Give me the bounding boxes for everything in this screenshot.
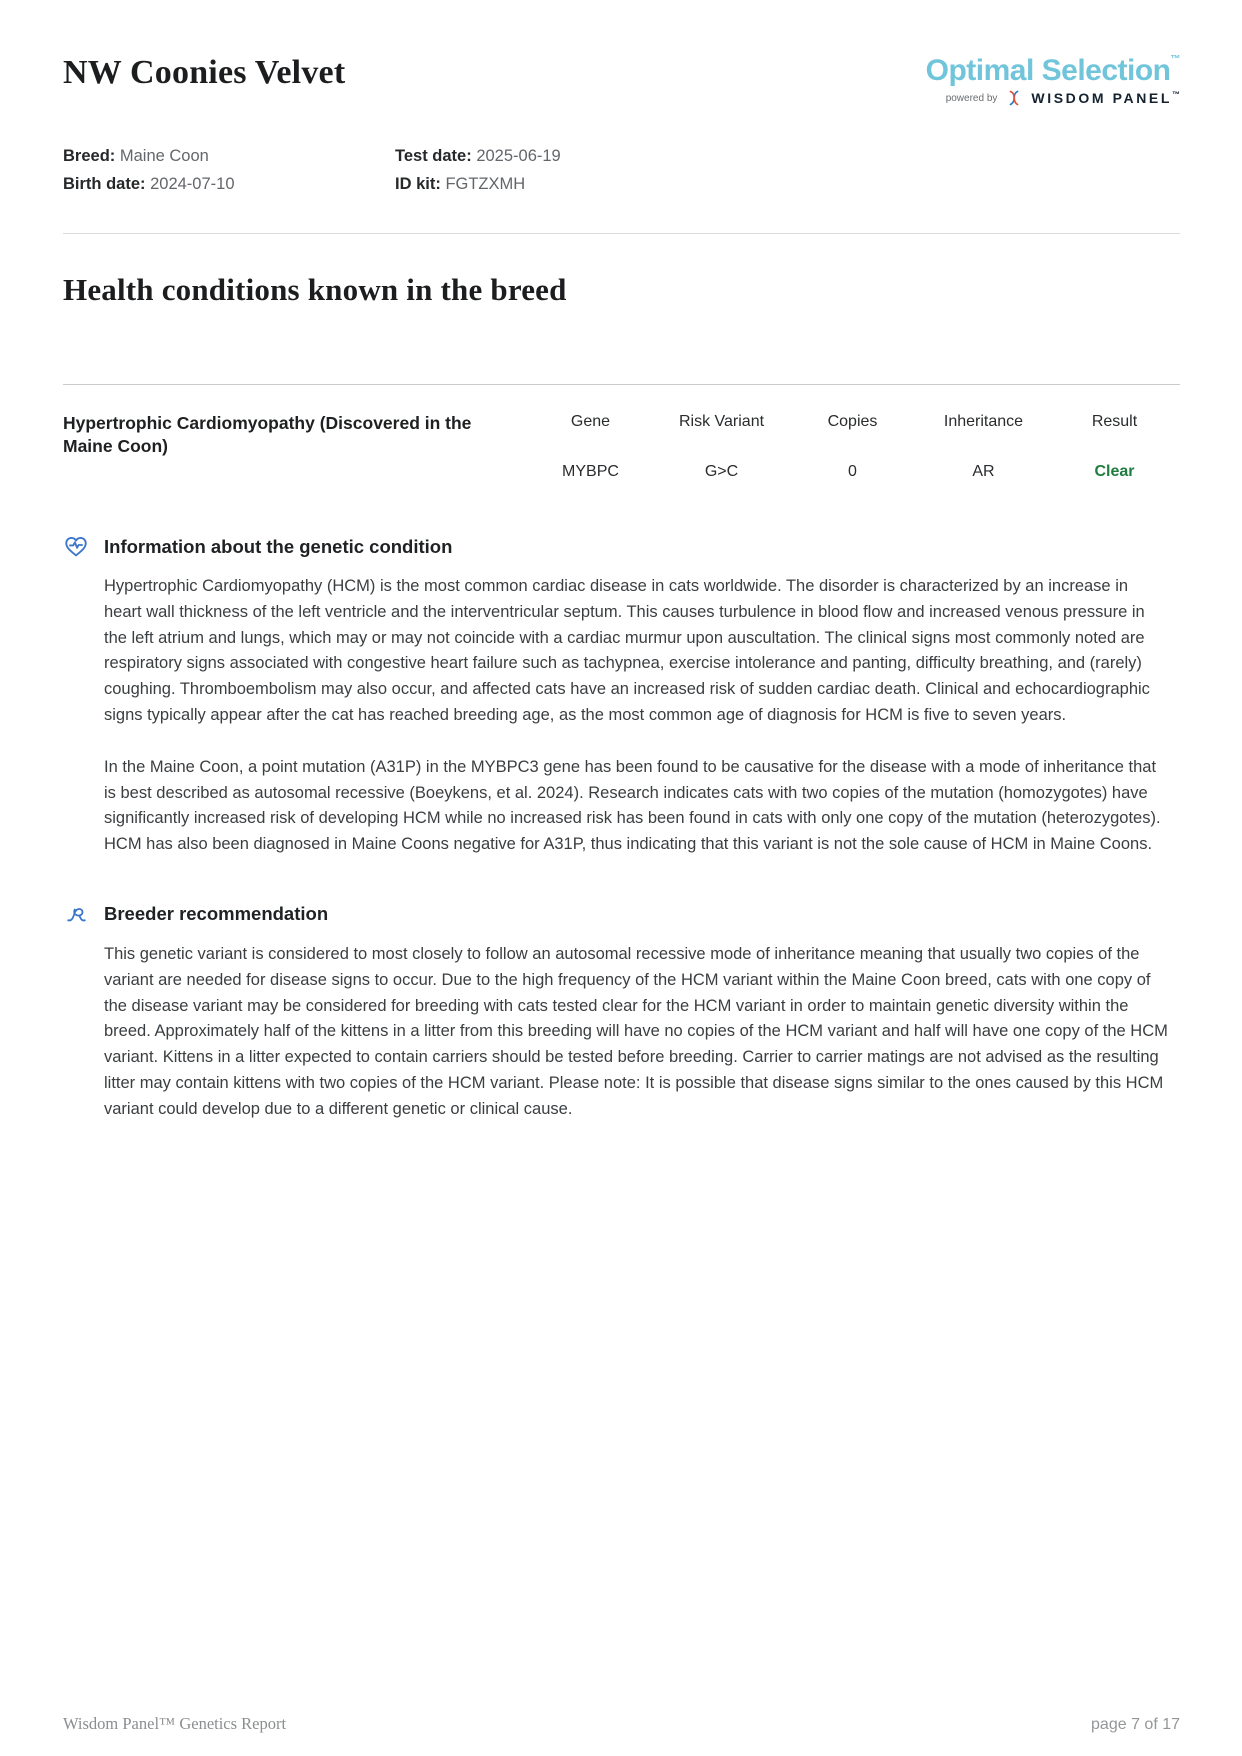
wisdom-panel-logo: WISDOM PANEL™	[1031, 90, 1180, 106]
column-header: Copies	[827, 413, 878, 430]
page-footer	[63, 1714, 1180, 1734]
dna-helix-icon	[1006, 90, 1022, 106]
footer-report-name: Wisdom Panel™ Genetics Report	[63, 1714, 287, 1733]
column-copies	[787, 412, 918, 482]
heart-pulse-icon	[63, 534, 89, 559]
genetic-condition-info-section	[63, 534, 1180, 858]
section-header	[63, 534, 1180, 559]
column-header: Result	[1091, 413, 1138, 430]
pet-meta-info	[63, 142, 1180, 198]
column-result	[1049, 412, 1180, 482]
meta-id-kit: ID kit: FGTZXMH	[395, 175, 526, 193]
column-header: Risk Variant	[678, 413, 765, 430]
powered-by-row	[926, 90, 1180, 106]
brand-logo	[926, 44, 1180, 106]
section-title: Breeder recommendation	[104, 903, 329, 925]
trademark-symbol: ™	[1170, 54, 1180, 65]
section-body	[63, 942, 1180, 1123]
section-header	[63, 902, 1180, 927]
info-paragraph: Hypertrophic Cardiomyopathy (HCM) is the most common cardiac disease in cats worldwide. The disorder is characterized by an increase in heart wall thickness of the left ventricle and the interventricular septum. This causes turbulence in blood flow and increased venous pressure in the left atrium and lungs, which may or may not coincide with a cardiac murmur upon auscultation. The clinical signs most commonly noted are respiratory signs associated with congestive heart failure such as tachypnea, exercise intolerance and panting, difficulty breathing, and (rarely) coughing. Thromboembolism may also occur, and affected cats have an increased risk of sudden cardiac death. Clinical and echocardiographic signs typically appear after the cat has reached breeding age, as the most common age of diagnosis for HCM is five to seven years.	[104, 577, 1150, 724]
breeder-paragraph: This genetic variant is considered to most closely to follow an autosomal recessive mode of inheritance meaning that usually two copies of the variant are needed for disease signs to occur. Due to the high frequency of the HCM variant within the Maine Coon breed, cats with one copy of the disease variant may be considered for breeding with cats tested clear for the HCM variant in order to maintain genetic diversity within the breed. Approximately half of the kittens in a litter from this breeding will have no copies of the HCM variant and half will have one copy of the HCM variant. Kittens in a litter expected to contain carriers should be tested before breeding. Carrier to carrier matings are not advised as the resulting litter may contain kittens with two copies of the HCM variant. Please note: It is possible that disease signs similar to the ones caused by this HCM variant could develop due to a different genetic or clinical cause.	[104, 944, 1168, 1118]
condition-name: Hypertrophic Cardiomyopathy (Discovered in the Maine Coon)	[63, 413, 472, 456]
column-header: Gene	[570, 413, 611, 430]
optimal-selection-logo: Optimal Selection™	[925, 54, 1180, 87]
breeder-recommendation-section	[63, 902, 1180, 1123]
column-inheritance	[918, 412, 1049, 482]
condition-table	[63, 384, 1180, 482]
column-header: Inheritance	[943, 413, 1024, 430]
meta-test-date: Test date: 2025-06-19	[395, 147, 561, 165]
column-gene	[525, 412, 656, 482]
ribbon-icon	[63, 902, 89, 927]
page-title: Health conditions known in the breed	[63, 272, 567, 307]
gene-value: MYBPC	[562, 463, 619, 480]
meta-breed: Breed: Maine Coon	[63, 147, 209, 165]
trademark-symbol: ™	[1172, 90, 1180, 99]
pet-name-title: NW Coonies Velvet	[63, 54, 346, 91]
header-divider	[63, 233, 1180, 234]
risk-variant-value: G>C	[704, 463, 739, 480]
section-body	[63, 574, 1180, 858]
condition-columns	[525, 412, 1180, 482]
meta-birth-date: Birth date: 2024-07-10	[63, 175, 235, 193]
section-title: Information about the genetic condition	[104, 535, 453, 557]
inheritance-value: AR	[972, 463, 995, 480]
copies-value: 0	[848, 463, 857, 480]
column-risk-variant	[656, 412, 787, 482]
info-paragraph: In the Maine Coon, a point mutation (A31P) in the MYBPC3 gene has been found to be causative for the disease with a mode of inheritance that is best described as autosomal recessive (Boeykens, et al. 2024). Research indicates cats with two copies of the mutation (homozygotes) have significantly increased risk of developing HCM while no increased risk has been found in cats with only one copy of the mutation (heterozygotes). HCM has also been diagnosed in Maine Coons negative for A31P, thus indicating that this variant is not the sole cause of HCM in Maine Coons.	[104, 757, 1161, 854]
powered-by-label: powered by	[945, 92, 998, 104]
report-header	[63, 44, 1180, 106]
footer-page-number: page 7 of 17	[1091, 1716, 1180, 1733]
result-clear-badge: Clear	[1094, 463, 1135, 480]
